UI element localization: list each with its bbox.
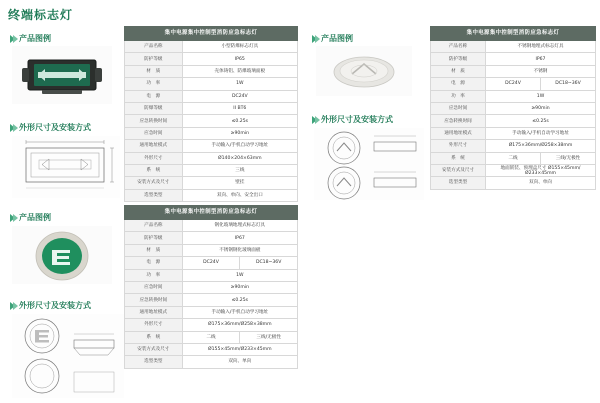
table-row: 通用地址模式 手动输入/手机自动学习地址 bbox=[125, 306, 298, 318]
table-row: 防护等级 IP65 bbox=[125, 53, 298, 65]
table-row: 应急时间 ≥90min bbox=[431, 102, 596, 114]
table-row: 材 质 不锈钢钢化玻璃面板 bbox=[125, 244, 298, 256]
double-arrow-icon bbox=[312, 35, 318, 43]
dimension-drawing-2 bbox=[314, 128, 424, 200]
table-row: 功 率 1W bbox=[125, 78, 298, 90]
table-row: 系 统 二线 三线/无极性 bbox=[431, 152, 596, 164]
table-row: 安装方式及尺寸 Ø155×45mm/Ø233×45mm bbox=[125, 343, 298, 355]
table-row: 材 质 壳体铸铝、防爆玻璃面板 bbox=[125, 65, 298, 77]
table-row: 系 统 二线 三线/无极性 bbox=[125, 331, 298, 343]
section-heading-photo-3 bbox=[10, 212, 51, 223]
table-row: 通用地址模式 手动输入/手机自动学习地址 bbox=[431, 127, 596, 139]
double-arrow-icon bbox=[312, 116, 318, 124]
table-title: 集中电源集中控制型消防应急标志灯 bbox=[125, 27, 298, 41]
spec-table-2 bbox=[430, 26, 596, 190]
section-heading-photo-2 bbox=[312, 33, 353, 44]
table-row: 电 源 DC24V DC18~36V bbox=[125, 257, 298, 269]
dimension-drawing-1 bbox=[12, 136, 120, 198]
section-heading-dim-1 bbox=[10, 122, 91, 133]
table-row: 产品名称 小型防爆标志灯具 bbox=[125, 41, 298, 53]
table-row: 安装方式及尺寸 壁挂 bbox=[125, 177, 298, 189]
table-row: 系 统 三线 bbox=[125, 164, 298, 176]
table-row: 应急时间 ≥90min bbox=[125, 281, 298, 293]
section-heading-photo-1 bbox=[10, 33, 51, 44]
table-row: 防爆等级 II BT6 bbox=[125, 102, 298, 114]
section-label: 产品图例 bbox=[321, 34, 353, 43]
product-photo-2 bbox=[316, 46, 412, 96]
page-title: 终端标志灯 bbox=[8, 8, 74, 22]
section-label: 产品图例 bbox=[19, 213, 51, 222]
section-heading-dim-2 bbox=[312, 114, 393, 125]
table-title: 集中电源集中控制型消防应急标志灯 bbox=[125, 206, 298, 220]
table-row: 产品名称 钢化玻璃地埋式标志灯具 bbox=[125, 220, 298, 232]
table-row: 防护等级 IP67 bbox=[125, 232, 298, 244]
table-title: 集中电源集中控制型消防应急标志灯 bbox=[431, 27, 596, 41]
table-row: 选型类型 双向、单向 bbox=[125, 356, 298, 368]
table-row: 外形尺寸 Ø175×36mm/Ø258×38mm bbox=[125, 319, 298, 331]
spec-table-1 bbox=[124, 26, 298, 202]
table-row: 电 源 DC24V bbox=[125, 90, 298, 102]
table-row: 外形尺寸 Ø175×36mm/Ø258×38mm bbox=[431, 140, 596, 152]
double-arrow-icon bbox=[10, 124, 16, 132]
table-row: 通用地址模式 手动输入/手机自动学习地址 bbox=[125, 140, 298, 152]
table-row: 应急时间 ≥90min bbox=[125, 127, 298, 139]
table-row: 功 率 1W bbox=[431, 90, 596, 102]
table-row: 功 率 1W bbox=[125, 269, 298, 281]
double-arrow-icon bbox=[10, 214, 16, 222]
table-row: 防护等级 IP67 bbox=[431, 53, 596, 65]
table-row: 产品名称 不锈钢地埋式标志灯具 bbox=[431, 41, 596, 53]
table-row: 选型类型 双向、单向 bbox=[431, 177, 596, 189]
product-photo-3 bbox=[12, 226, 112, 284]
spec-table-3 bbox=[124, 205, 298, 369]
dimension-drawing-3 bbox=[12, 314, 124, 398]
table-row: 选型类型 双向、单向、安全出口 bbox=[125, 189, 298, 201]
section-label: 产品图例 bbox=[19, 34, 51, 43]
section-heading-dim-3 bbox=[10, 300, 91, 311]
table-row: 应急转换时间 ≤0.25s bbox=[125, 115, 298, 127]
table-row: 安装方式及尺寸 地面嵌装、预埋盒尺寸 Ø155×45mm/Ø233×45mm bbox=[431, 164, 596, 176]
section-label: 外形尺寸及安装方式 bbox=[321, 115, 393, 124]
table-row: 材 质 不锈钢 bbox=[431, 65, 596, 77]
table-row: 应急转换时间 ≤0.25s bbox=[125, 294, 298, 306]
double-arrow-icon bbox=[10, 302, 16, 310]
product-photo-1 bbox=[12, 46, 112, 104]
double-arrow-icon bbox=[10, 35, 16, 43]
table-row: 外形尺寸 Ø140×204×63mm bbox=[125, 152, 298, 164]
table-row: 应急转换时间 ≤0.25s bbox=[431, 115, 596, 127]
section-label: 外形尺寸及安装方式 bbox=[19, 301, 91, 310]
table-row: 电 源 DC24V DC18~36V bbox=[431, 78, 596, 90]
section-label: 外形尺寸及安装方式 bbox=[19, 123, 91, 132]
